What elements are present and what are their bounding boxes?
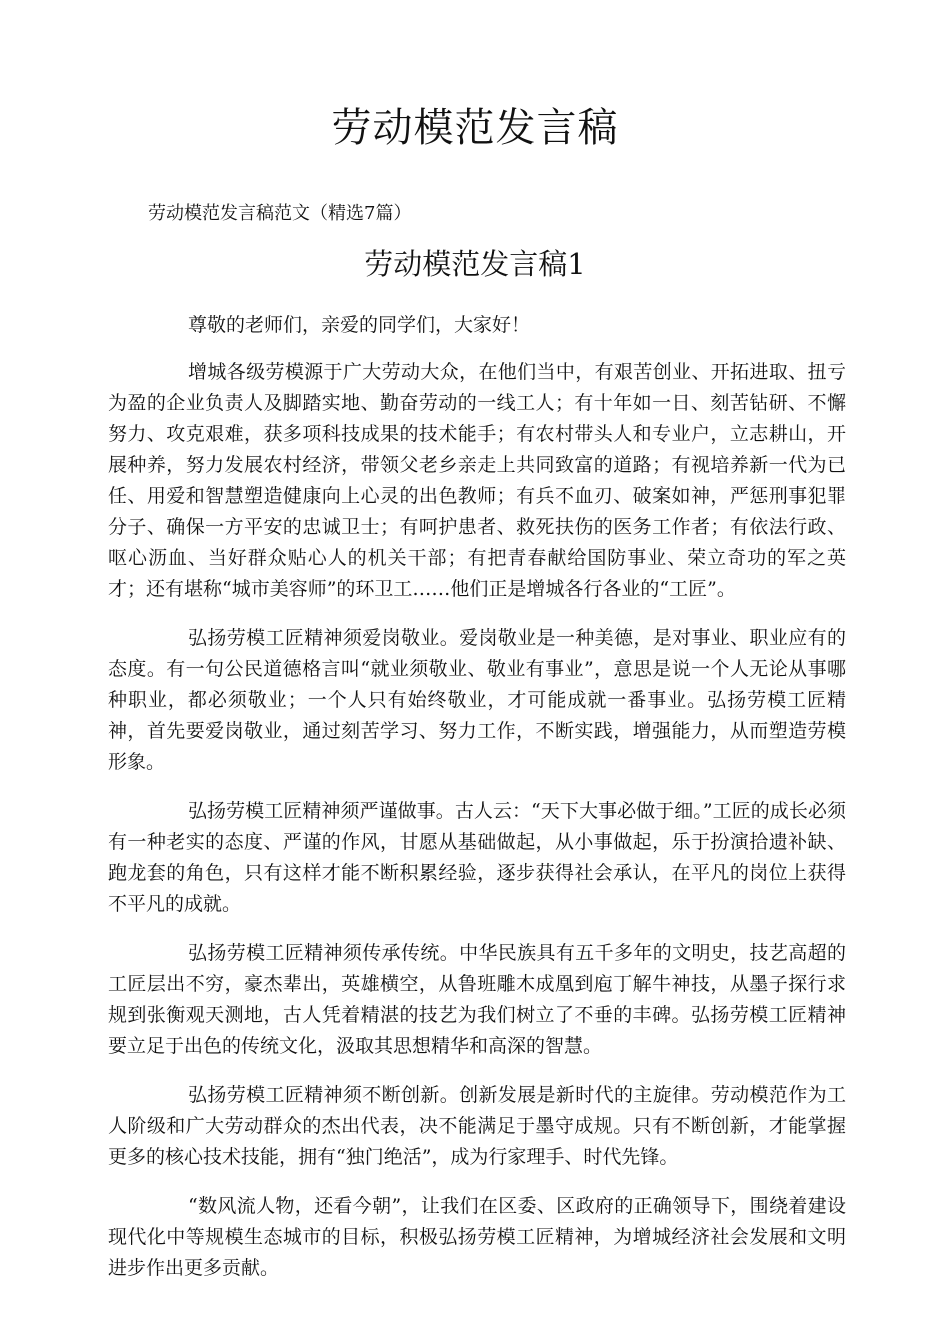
body-paragraph: 弘扬劳模工匠精神须传承传统。中华民族具有五千多年的文明史，技艺高超的工匠层出不穷，豪杰辈出，英雄横空，从鲁班雕木成凰到庖丁解牛神技，从墨子探行求规到张衡观天测地，古人凭着精湛的技艺为我们树立了不垂的丰碑。弘扬劳模工匠精神要立足于出色的传统文化，汲取其思想精华和高深的智慧。 [108, 942, 846, 1057]
section-title: 劳动模范发言稿1 [364, 247, 586, 281]
document-title: 劳动模范发言稿 [331, 105, 619, 151]
speech-body [108, 310, 846, 1302]
body-paragraph: 增城各级劳模源于广大劳动大众，在他们当中，有艰苦创业、开拓进取、扭亏为盈的企业负责人及脚踏实地、勤奋劳动的一线工人；有十年如一日、刻苦钻研、不懈努力、攻克艰难，获多项科技成果的技术能手；有农村带头人和专业户，立志耕山，开展种养，努力发展农村经济，带领父老乡亲走上共同致富的道路；有视培养新一代为已任、用爱和智慧塑造健康向上心灵的出色教师；有兵不血刃、破案如神，严惩刑事犯罪分子、确保一方平安的忠诚卫士；有呵护患者、救死扶伤的医务工作者；有依法行政、呕心沥血、当好群众贴心人的机关干部；有把青春献给国防事业、荣立奇功的军之英才；还有堪称“城市美容师”的环卫工……他们正是增城各行各业的“工匠”。 [108, 361, 846, 600]
body-paragraph: 弘扬劳模工匠精神须不断创新。创新发展是新时代的主旋律。劳动模范作为工人阶级和广大劳动群众的杰出代表，决不能满足于墨守成规。只有不断创新，才能掌握更多的核心技术技能，拥有“独门绝活”，成为行家理手、时代先锋。 [108, 1084, 846, 1168]
greeting-paragraph: 尊敬的老师们，亲爱的同学们，大家好！ [188, 314, 531, 336]
document-subtitle: 劳动模范发言稿范文（精选7篇） [148, 203, 412, 224]
closing-paragraph: “数风流人物，还看今朝”，让我们在区委、区政府的正确领导下，围绕着建设现代化中等规模生态城市的目标，积极弘扬劳模工匠精神，为增城经济社会发展和文明进步作出更多贡献。 [108, 1195, 846, 1279]
body-paragraph: 弘扬劳模工匠精神须爱岗敬业。爱岗敬业是一种美德，是对事业、职业应有的态度。有一句公民道德格言叫“就业须敬业、敬业有事业”，意思是说一个人无论从事哪种职业，都必须敬业；一个人只有始终敬业，才可能成就一番事业。弘扬劳模工匠精神，首先要爱岗敬业，通过刻苦学习、努力工作，不断实践，增强能力，从而塑造劳模形象。 [108, 627, 846, 773]
body-paragraph: 弘扬劳模工匠精神须严谨做事。古人云：“天下大事必做于细。”工匠的成长必须有一种老实的态度、严谨的作风，甘愿从基础做起，从小事做起，乐于扮演拾遗补缺、跑龙套的角色，只有这样才能不断积累经验，逐步获得社会承认，在平凡的岗位上获得不平凡的成就。 [108, 800, 846, 915]
